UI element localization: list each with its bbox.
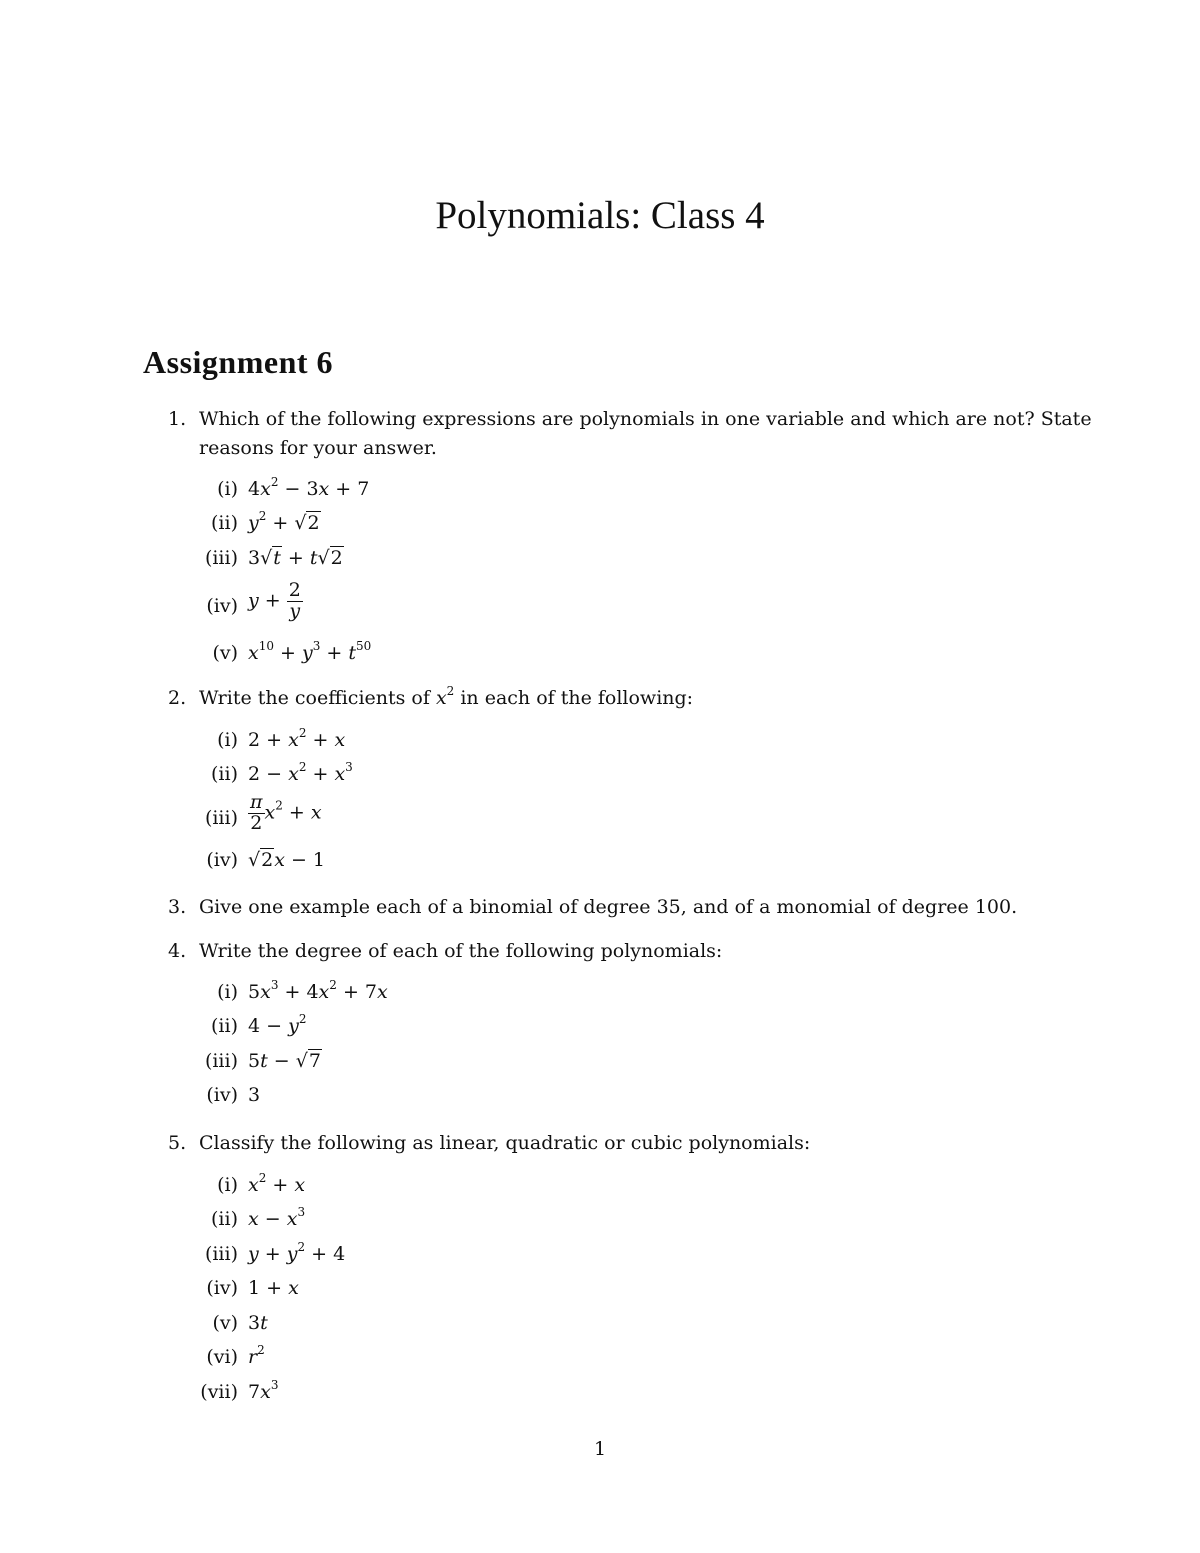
item-label: (iv) [206, 1277, 238, 1299]
item-label: (vii) [200, 1381, 238, 1403]
question-number: 1. [168, 408, 187, 430]
question-number: 4. [168, 940, 187, 962]
math-expression: √2x − 1 [248, 849, 326, 871]
item-label: (i) [217, 1174, 238, 1196]
math-expression: 3 [248, 1084, 261, 1106]
item-label: (i) [217, 981, 238, 1003]
question-number: 5. [168, 1132, 187, 1154]
item-label: (iv) [206, 595, 238, 617]
item-label: (iii) [204, 547, 238, 569]
math-expression: $5x^3 + 4x^2 + 7x$ [248, 978, 388, 1003]
item-label: (ii) [211, 763, 238, 785]
item-label: (v) [212, 1312, 238, 1334]
math-expression: $7x^3$ [248, 1378, 279, 1403]
section-heading: Assignment 6 [143, 344, 334, 380]
item-label: (vi) [206, 1346, 238, 1368]
question-text: Classify the following as linear, quadratic or cubic polynomials: [199, 1132, 811, 1154]
math-expression: 1 + x [248, 1277, 299, 1299]
page-number: 1 [593, 1438, 607, 1460]
math-expression: $x - x^3$ [248, 1205, 306, 1230]
math-expression: $x^{10} + y^3 + t^{50}$ [248, 639, 372, 664]
item-label: (iii) [204, 807, 238, 829]
item-label: (iv) [206, 849, 238, 871]
math-expression: $x^2 + x$ [248, 1171, 306, 1196]
math-expression: $2 + x^2 + x$ [248, 726, 346, 751]
math-expression: 3√t + t√2 [248, 547, 343, 569]
question-text: Which of the following expressions are polynomials in one variable and which are not? State reasons for your answer. [199, 408, 1092, 459]
item-label: (iv) [206, 1084, 238, 1106]
question-text: Give one example each of a binomial of degree 35, and of a monomial of degree 100. [199, 896, 1018, 918]
math-expression: $r^2$ [248, 1343, 265, 1368]
item-label: (iii) [204, 1243, 238, 1265]
math-expression: y + $\frac{2}{y}$ [248, 579, 301, 622]
item-label: (v) [212, 642, 238, 664]
math-expression: $y + y^2 + 4$ [248, 1240, 346, 1265]
item-label: (ii) [211, 512, 238, 534]
item-label: (i) [217, 478, 238, 500]
math-expression: $4x^2 - 3x + 7$ [248, 475, 370, 500]
question-text: Write the coefficients of $x^2$ in each of the following: [199, 684, 694, 709]
math-expression: $y^2 + √2$ [248, 509, 320, 534]
question-text: Write the degree of each of the following polynomials: [199, 940, 723, 962]
math-expression: $\frac{\pi}{2}$ $x^2 + x$ [250, 791, 322, 834]
question-number: 3. [168, 896, 187, 918]
item-label: (i) [217, 729, 238, 751]
question-number: 2. [168, 687, 187, 709]
math-expression: $4 - y^2$ [248, 1012, 307, 1037]
math-expression: 5t − √7 [248, 1050, 321, 1072]
item-label: (iii) [204, 1050, 238, 1072]
math-expression: 3t [248, 1312, 268, 1334]
item-label: (ii) [211, 1208, 238, 1230]
item-label: (ii) [211, 1015, 238, 1037]
math-expression: $2 - x^2 + x^3$ [248, 760, 353, 785]
page-title: Polynomials: Class 4 [435, 194, 765, 237]
